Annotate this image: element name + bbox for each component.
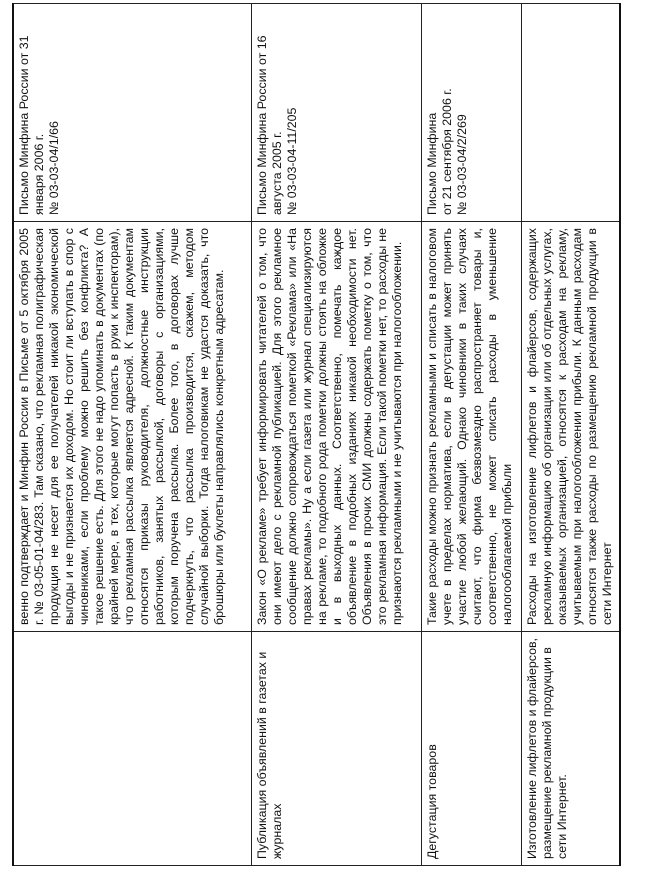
source-line: Письмо Минфина России от 16 августа 2005 г. bbox=[254, 35, 284, 215]
source-line: № 03-03-04/2/269 bbox=[454, 114, 469, 215]
row-description: Такие расходы можно признать рекламными и списать в налоговом учете в пределах норматива, если в дегустации может принять участие любой желающий. Однако чиновники в таких случаях считают, что фирма безвозмездно распространяет товары и, соответственно, не может списать расходы в уменьшение налогооблагаемой прибыли bbox=[421, 222, 521, 632]
row-description: Закон «О рекламе» требует информировать читателей о том, что они имеют дело с рекламной публикацией. Для этого рекламное сообщение должно сопровождаться пометкой «Реклама» или «На правах рекламы». Ну а если газета или журнал специализируются на рекламе, то подобного рода пометки должны стоять на обложке и в выходных данных. Соответственно, помечать каждое объявление в подобных изданиях никакой необходимости нет. Объявления в прочих СМИ должны содержать пометку о том, что это рекламная информация. Если такой пометки нет, то расходы не признаются рекламными и не учитываются при налогообложении. bbox=[251, 222, 421, 632]
row-subject bbox=[13, 632, 251, 866]
source-line: № 03-03-04/1/66 bbox=[47, 121, 61, 215]
source-line: № 03-03-04-11/205 bbox=[284, 107, 299, 215]
row-source bbox=[421, 4, 521, 222]
table-row bbox=[251, 4, 421, 866]
table-row bbox=[13, 4, 251, 866]
table-row bbox=[521, 4, 620, 866]
expenses-table bbox=[12, 3, 621, 866]
row-description: Расходы на изготовление лифлетов и флайерсов, содержащих рекламную информацию об организации или об отдельных услугах, оказываемых организацией, относятся к расходам на рекламу, учитываемым при налогообложении прибыли. К данным расходам относятся также расходы по размещению рекламной продукции в сети Интернет bbox=[521, 222, 620, 632]
row-source bbox=[521, 4, 620, 222]
row-subject: Публикация объявлений в газетах и журналах bbox=[251, 632, 421, 866]
source-line: Письмо Минфина России от 31 января 2006 г. bbox=[17, 35, 46, 215]
row-source bbox=[13, 4, 251, 222]
table-row bbox=[421, 4, 521, 866]
source-line: Письмо Минфина bbox=[424, 112, 439, 215]
row-description: венно подтверждает и Минфин России в Письме от 5 октября 2005 г. № 03-05-01-04/283. Там сказано, что рекламная полиграфическая продукция не несет для ее получателей никакой экономической выгоды и не признается их доходом. Но стоит ли вступать в спор с чиновниками, если проблему можно решить без конфликта? А такое решение есть. Для этого не надо упоминать в документах (по крайней мере, в тех, которые могут попасть в руки к инспекторам), что рекламная рассылка является адресной. К таким документам относятся приказы руководителя, должностные инструкции работников, занятых рассылкой, договоры с организациями, которым поручена рассылка. Более того, в договорах лучше подчеркнуть, что рассылка производится, скажем, методом случайной выборки. Тогда налоговикам не удастся доказать, что брошюры или буклеты направлялись конкретным адресатам. bbox=[13, 222, 251, 632]
row-subject: Дегустация товаров bbox=[421, 632, 521, 866]
row-subject: Изготовление лифлетов и флайерсов, размещение рекламной продукции в сети Интернет. bbox=[521, 632, 620, 866]
row-source bbox=[251, 4, 421, 222]
source-line: от 21 сентября 2006 г. bbox=[439, 88, 454, 215]
